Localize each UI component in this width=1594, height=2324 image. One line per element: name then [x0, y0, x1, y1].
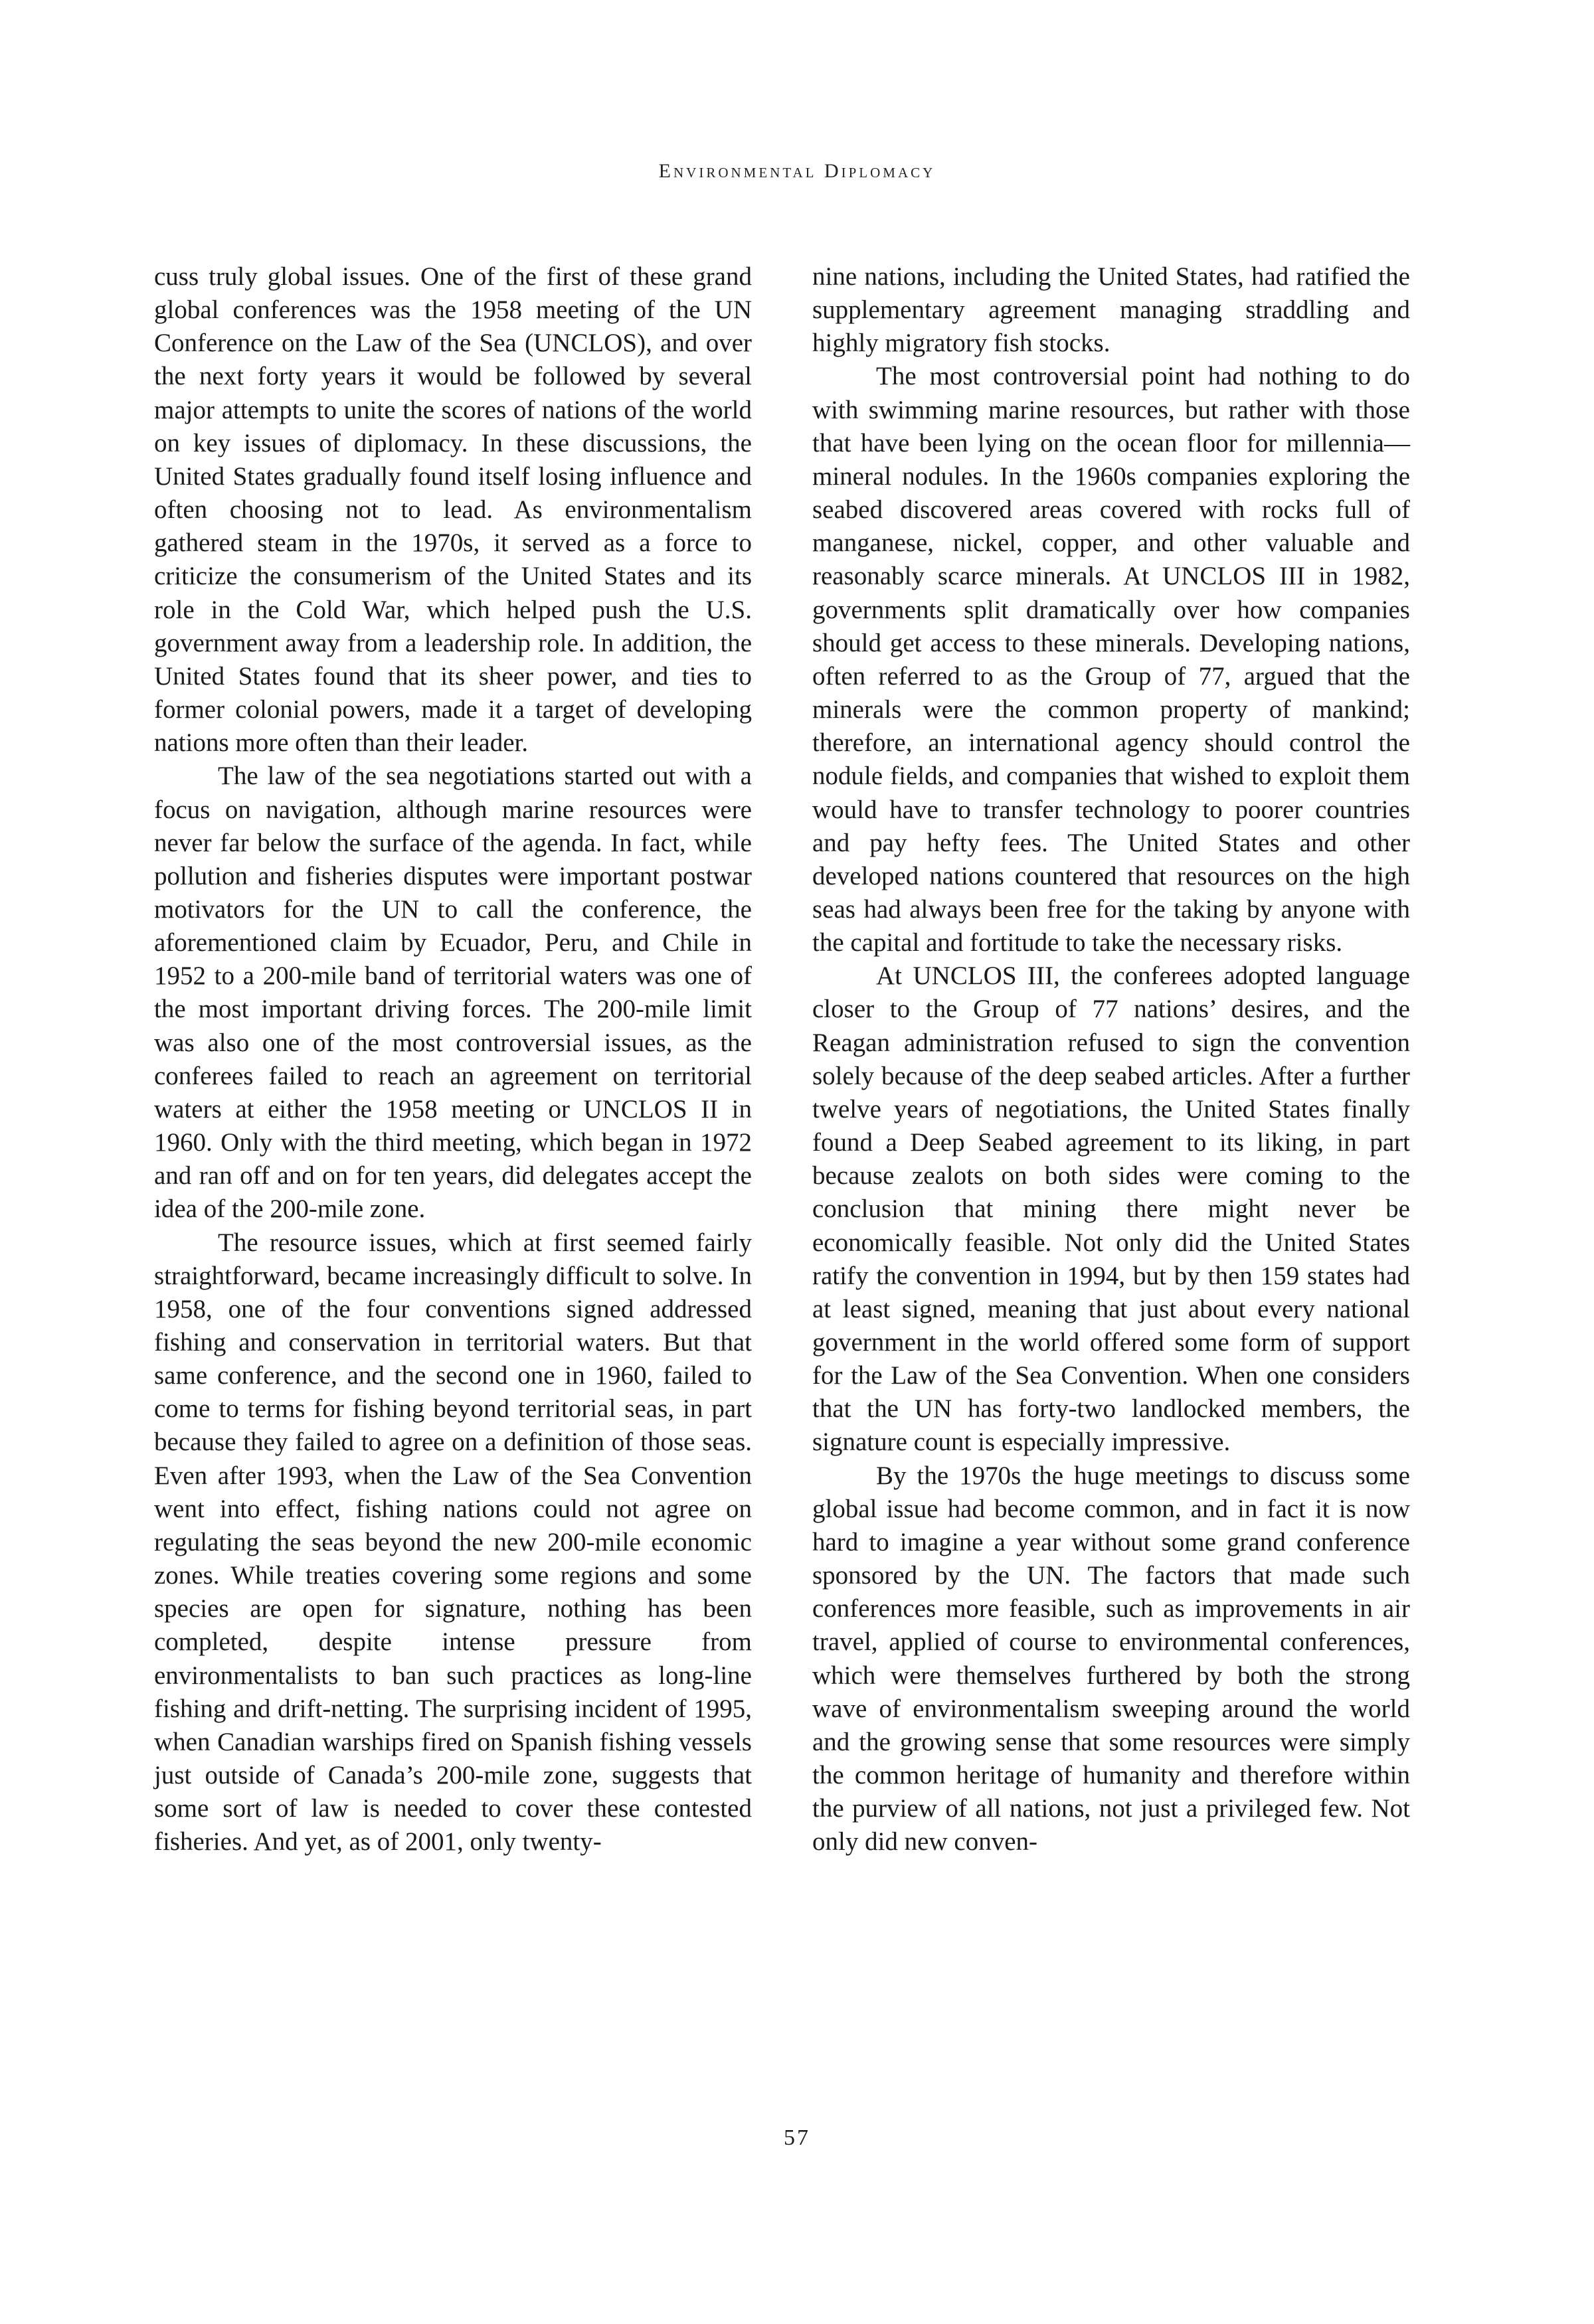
paragraph: The resource issues, which at first seemed fairly straightforward, became increasingly difficult to solve. In 1958, one of the four conventions signed addressed fishing and conservation in territorial waters. But that same conference, and the second one in 1960, failed to come to terms for fishing beyond territorial seas, in part because they failed to agree on a definition of those seas. Even after 1993, when the Law of the Sea Convention went into effect, fishing nations could not agree on regulating the seas beyond the new 200-mile economic zones. While treaties covering some regions and some species are open for signature, nothing has been completed, despite intense pressure from environmentalists to ban such practices as long-line fishing and drift-netting. The surprising incident of 1995, when Canadian warships fired on Spanish fishing vessels just outside of Canada’s 200-mile zone, suggests that some sort of law is needed to cover these contested fisheries. And yet, as of 2001, only twenty- — [154, 1228, 752, 1857]
paragraph: nine nations, including the United States, had ratified the supplementary agreement managing straddling and highly migratory fish stocks. — [812, 262, 1410, 358]
paragraph: The law of the sea negotiations started out with a focus on navigation, although marine resources were never far below the surface of the agenda. In fact, while pollution and fisheries disputes were important postwar motivators for the UN to call the conference, the aforementioned claim by Ecuador, Peru, and Chile in 1952 to a 200-mile band of territorial waters was one of the most important driving forces. The 200-mile limit was also one of the most controversial issues, as the conferees failed to reach an agreement on territorial waters at either the 1958 meeting or UNCLOS II in 1960. Only with the third meeting, which began in 1972 and ran off and on for ten years, did delegates accept the idea of the 200-mile zone. — [154, 762, 752, 1224]
paragraph: At UNCLOS III, the conferees adopted language closer to the Group of 77 nations’ desires, and the Reagan administration refused to sign the convention solely because of the deep seabed articles. After a further twelve years of negotiations, the United States finally found a Deep Seabed agreement to its liking, in part because zealots on both sides were coming to the conclusion that mining there might never be economically feasible. Not only did the United States ratify the convention in 1994, but by then 159 states had at least signed, meaning that just about every national government in the world offered some form of support for the Law of the Sea Convention. When one considers that the UN has forty-two landlocked members, the signature count is especially impressive. — [812, 961, 1410, 1457]
paragraph: The most controversial point had nothing to do with swimming marine resources, but rather with those that have been lying on the ocean floor for millennia—mineral nodules. In the 1960s companies exploring the seabed discovered areas covered with rocks full of manganese, nickel, copper, and other valuable and reasonably scarce minerals. At UNCLOS III in 1982, governments split dramatically over how companies should get access to these minerals. Developing nations, often referred to as the Group of 77, argued that the minerals were the common property of mankind; therefore, an international agency should control the nodule fields, and companies that wished to exploit them would have to transfer technology to poorer countries and pay hefty fees. The United States and other developed nations countered that resources on the high seas had always been free for the taking by anyone with the capital and fortitude to take the necessary risks. — [812, 362, 1410, 957]
page-number: 57 — [784, 2125, 810, 2150]
right-text-column — [812, 260, 1410, 1859]
left-text-column — [154, 260, 752, 1859]
running-head-title: Environmental Diplomacy — [658, 160, 936, 182]
paragraph: cuss truly global issues. One of the first of these grand global conferences was the 1958 meeting of the UN Conference on the Law of the Sea (UNCLOS), and over the next forty years it would be followed by several major attempts to unite the scores of nations of the world on key issues of diplomacy. In these discussions, the United States gradually found itself losing influence and often choosing not to lead. As environmentalism gathered steam in the 1970s, it served as a force to criticize the consumerism of the United States and its role in the Cold War, which helped push the U.S. government away from a leadership role. In addition, the United States found that its sheer power, and ties to former colonial powers, made it a target of developing nations more often than their leader. — [154, 262, 752, 758]
paragraph: By the 1970s the huge meetings to discuss some global issue had become common, and in fact it is now hard to imagine a year without some grand conference sponsored by the UN. The factors that made such conferences more feasible, such as improvements in air travel, applied of course to environmental conferences, which were themselves furthered by both the strong wave of environmentalism sweeping around the world and the growing sense that some resources were simply the common heritage of humanity and therefore within the purview of all nations, not just a privileged few. Not only did new conven- — [812, 1461, 1410, 1857]
